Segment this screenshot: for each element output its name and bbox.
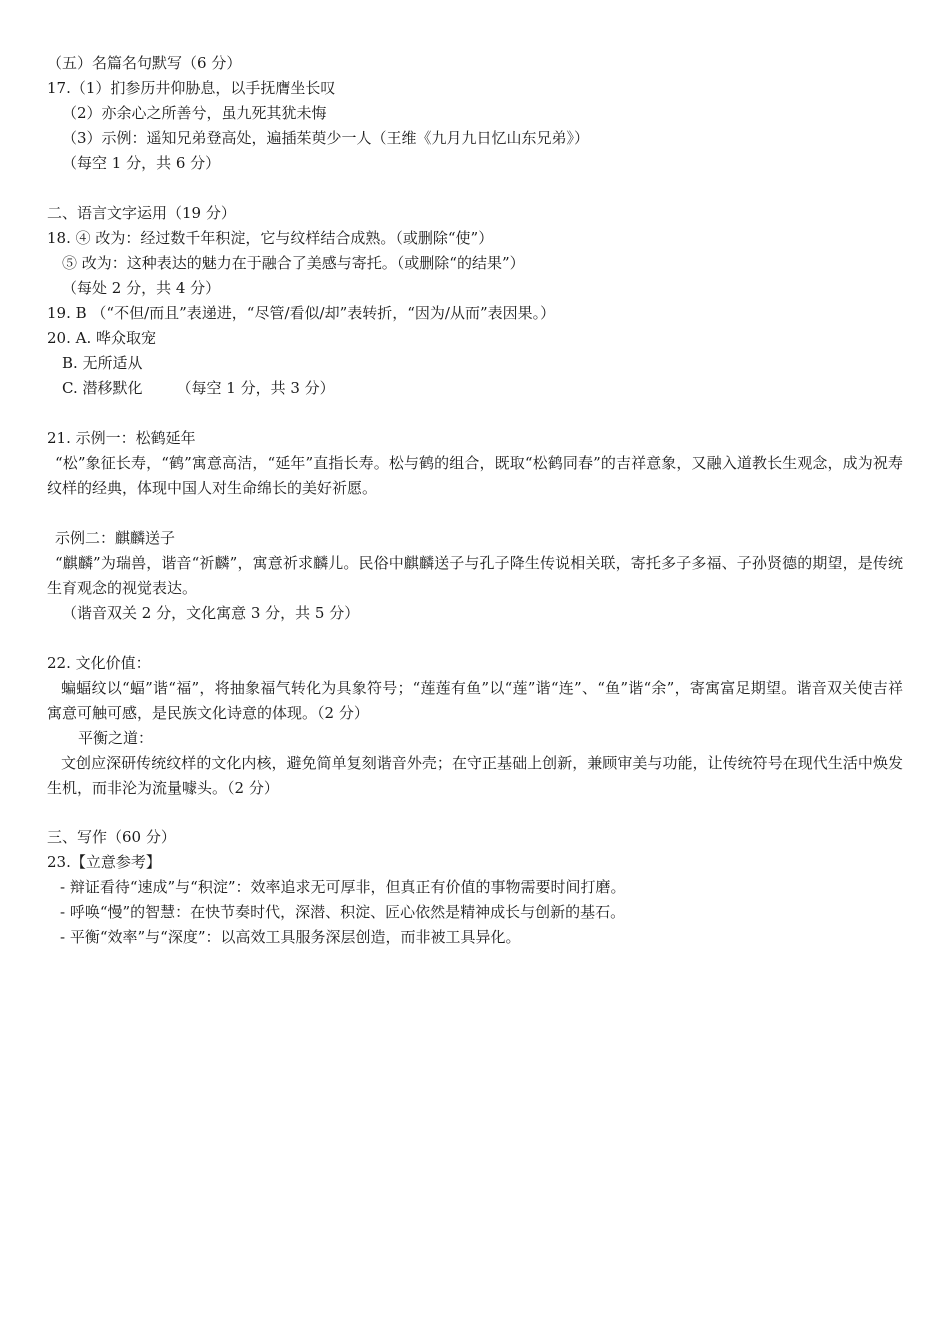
q18-line-2: ⑤ 改为：这种表达的魅力在于融合了美感与寄托。（或删除“的结果”） bbox=[62, 254, 525, 272]
q20-line-3 bbox=[62, 378, 335, 400]
q22-value-body: 蝙蝠纹以“蝠”谐“福”，将抽象福气转化为具象符号；“莲莲有鱼”以“莲”谐“连”、“鱼”谐“余”，寄寓富足期望。谐音双关使吉祥寓意可触可感，是民族文化诗意的体现。（2 分） bbox=[47, 679, 903, 722]
q23-point-3: - 平衡“效率”与“深度”：以高效工具服务深层创造，而非被工具异化。 bbox=[60, 928, 521, 946]
q20-line-2: B. 无所适从 bbox=[62, 354, 143, 372]
q18-score: （每处 2 分，共 4 分） bbox=[62, 279, 221, 297]
q23-point-2: - 呼唤“慢”的智慧：在快节奏时代，深潜、积淀、匠心依然是精神成长与创新的基石。 bbox=[60, 903, 626, 921]
q18-line-1: 18. ④ 改为：经过数千年积淀，它与纹样结合成熟。（或删除“使”） bbox=[47, 229, 494, 247]
q21-example1-title: 21. 示例一：松鹤延年 bbox=[47, 429, 196, 447]
q21-example2-body: “麒麟”为瑞兽，谐音“祈麟”，寓意祈求麟儿。民俗中麒麟送子与孔子降生传说相关联，寄托多子多福、子孙贤德的期望，是传统生育观念的视觉表达。 bbox=[47, 554, 903, 597]
q17-score: （每空 1 分，共 6 分） bbox=[62, 154, 221, 172]
q22-title: 22. 文化价值： bbox=[47, 654, 151, 672]
q21-example2-title: 示例二：麒麟送子 bbox=[55, 529, 176, 547]
q20-score: （每空 1 分，共 3 分） bbox=[176, 379, 335, 397]
q22-balance-body: 文创应深研传统纹样的文化内核，避免简单复刻谐音外壳；在守正基础上创新，兼顾审美与功能，让传统符号在现代生活中焕发生机，而非沦为流量噱头。（2 分） bbox=[47, 754, 903, 797]
q17-line-2: （2）亦余心之所善兮，虽九死其犹未悔 bbox=[62, 104, 327, 122]
q22-balance-title: 平衡之道： bbox=[78, 729, 154, 747]
part2-heading: 二、语言文字运用（19 分） bbox=[47, 204, 236, 222]
q23-point-1: - 辩证看待“速成”与“积淀”：效率追求无可厚非，但真正有价值的事物需要时间打磨。 bbox=[60, 878, 626, 896]
q20-option-c: C. 潜移默化 bbox=[62, 379, 143, 397]
q17-line-1: 17.（1）扪参历井仰胁息，以手抚膺坐长叹 bbox=[47, 79, 336, 97]
q20-line-1: 20. A. 哗众取宠 bbox=[47, 329, 156, 347]
q17-line-3: （3）示例：遥知兄弟登高处，遍插茱萸少一人（王维《九月九日忆山东兄弟》） bbox=[62, 129, 590, 147]
q19-answer: 19. B （“不但/而且”表递进，“尽管/看似/却”表转折，“因为/从而”表因果。） bbox=[47, 304, 556, 322]
part3-heading: 三、写作（60 分） bbox=[47, 828, 176, 846]
section5-heading: （五）名篇名句默写（6 分） bbox=[47, 54, 242, 72]
q23-title: 23.【立意参考】 bbox=[47, 853, 161, 871]
q21-score: （谐音双关 2 分，文化寓意 3 分，共 5 分） bbox=[62, 604, 360, 622]
q21-example1-body: “松”象征长寿，“鹤”寓意高洁，“延年”直指长寿。松与鹤的组合，既取“松鹤同春”的吉祥意象，又融入道教长生观念，成为祝寿纹样的经典，体现中国人对生命绵长的美好祈愿。 bbox=[47, 454, 903, 497]
